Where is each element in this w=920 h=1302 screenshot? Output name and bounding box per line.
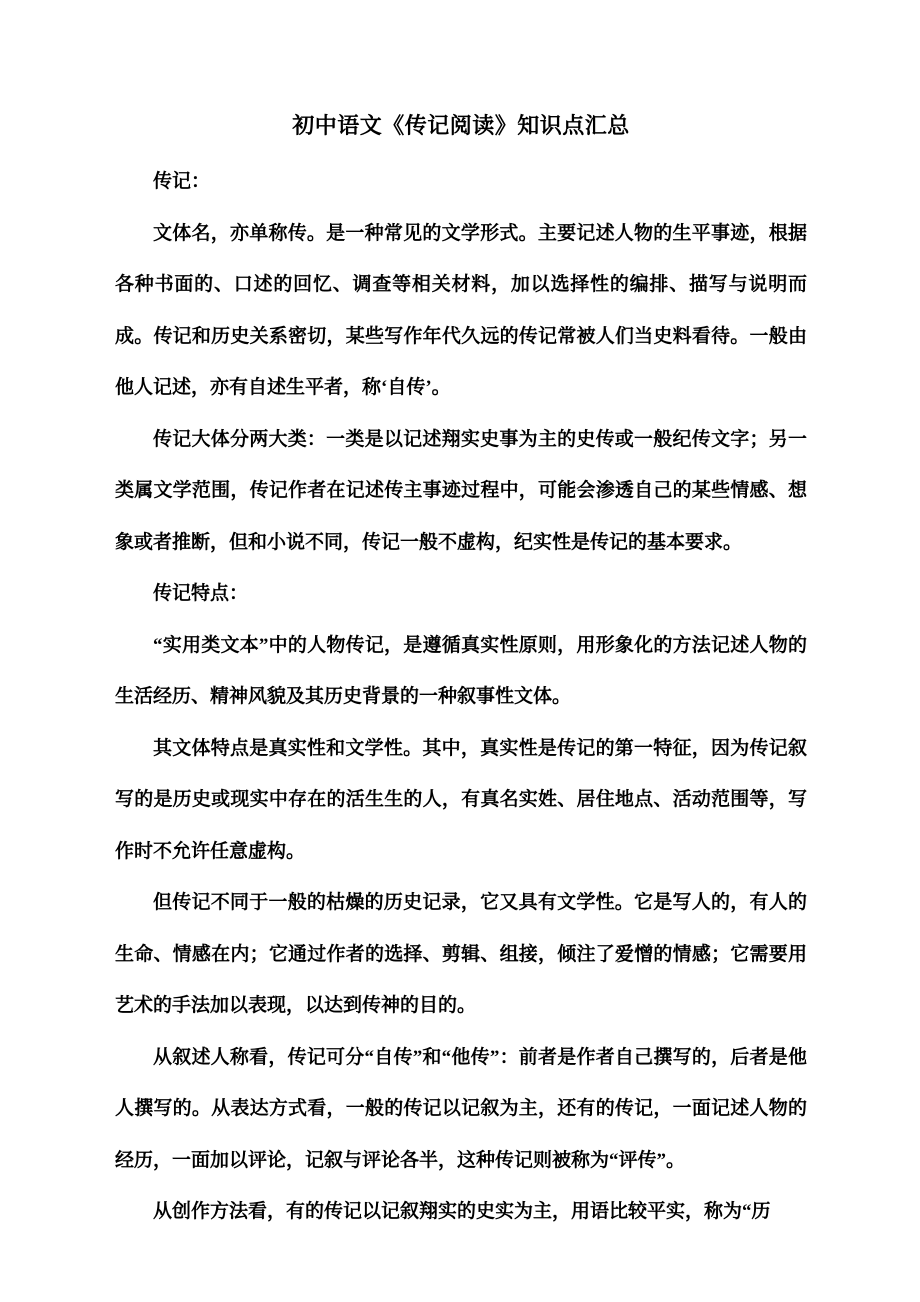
paragraph: 从创作方法看，有的传记以记叙翔实的史实为主，用语比较平实，称为“历: [153, 1201, 771, 1222]
paragraph: 其文体特点是真实性和文学性。其中，真实性是传记的第一特征，因为传记叙写的是历史或现实中存在的活生生的人，有真名实姓、居住地点、活动范围等，写作时不允许任意虚构。: [115, 737, 807, 862]
paragraph: 但传记不同于一般的枯燥的历史记录，它又具有文学性。它是写人的，有人的生命、情感在内；它通过作者的选择、剪辑、组接，倾注了爱憎的情感；它需要用艺术的手法加以表现，以达到传神的目的。: [115, 892, 807, 1016]
document-body: [115, 156, 807, 1238]
paragraph: 传记大体分两大类：一类是以记述翔实史事为主的史传或一般纪传文字；另一类属文学范围，传记作者在记述传主事迹过程中，可能会渗透自己的某些情感、想象或者推断，但和小说不同，传记一般不虚构，纪实性是传记的基本要求。: [115, 428, 807, 553]
paragraph: “实用类文本”中的人物传记，是遵循真实性原则，用形象化的方法记述人物的生活经历、精神风貌及其历史背景的一种叙事性文体。: [115, 634, 807, 707]
paragraph: 传记：: [153, 171, 211, 192]
paragraph: 从叙述人称看，传记可分“自传”和“他传”：前者是作者自己撰写的，后者是他人撰写的。从表达方式看，一般的传记以记叙为主，还有的传记，一面记述人物的经历，一面加以评论，记叙与评论各半，这种传记则被称为“评传”。: [115, 1046, 807, 1171]
paragraph: 传记特点：: [153, 583, 249, 604]
paragraph: 文体名，亦单称传。是一种常见的文学形式。主要记述人物的生平事迹，根据各种书面的、口述的回忆、调查等相关材料，加以选择性的编排、描写与说明而成。传记和历史关系密切，某些写作年代久远的传记常被人们当史料看待。一般由他人记述，亦有自述生平者，称‘自传’。: [115, 222, 807, 398]
document-title: 初中语文《传记阅读》知识点汇总: [292, 113, 630, 138]
